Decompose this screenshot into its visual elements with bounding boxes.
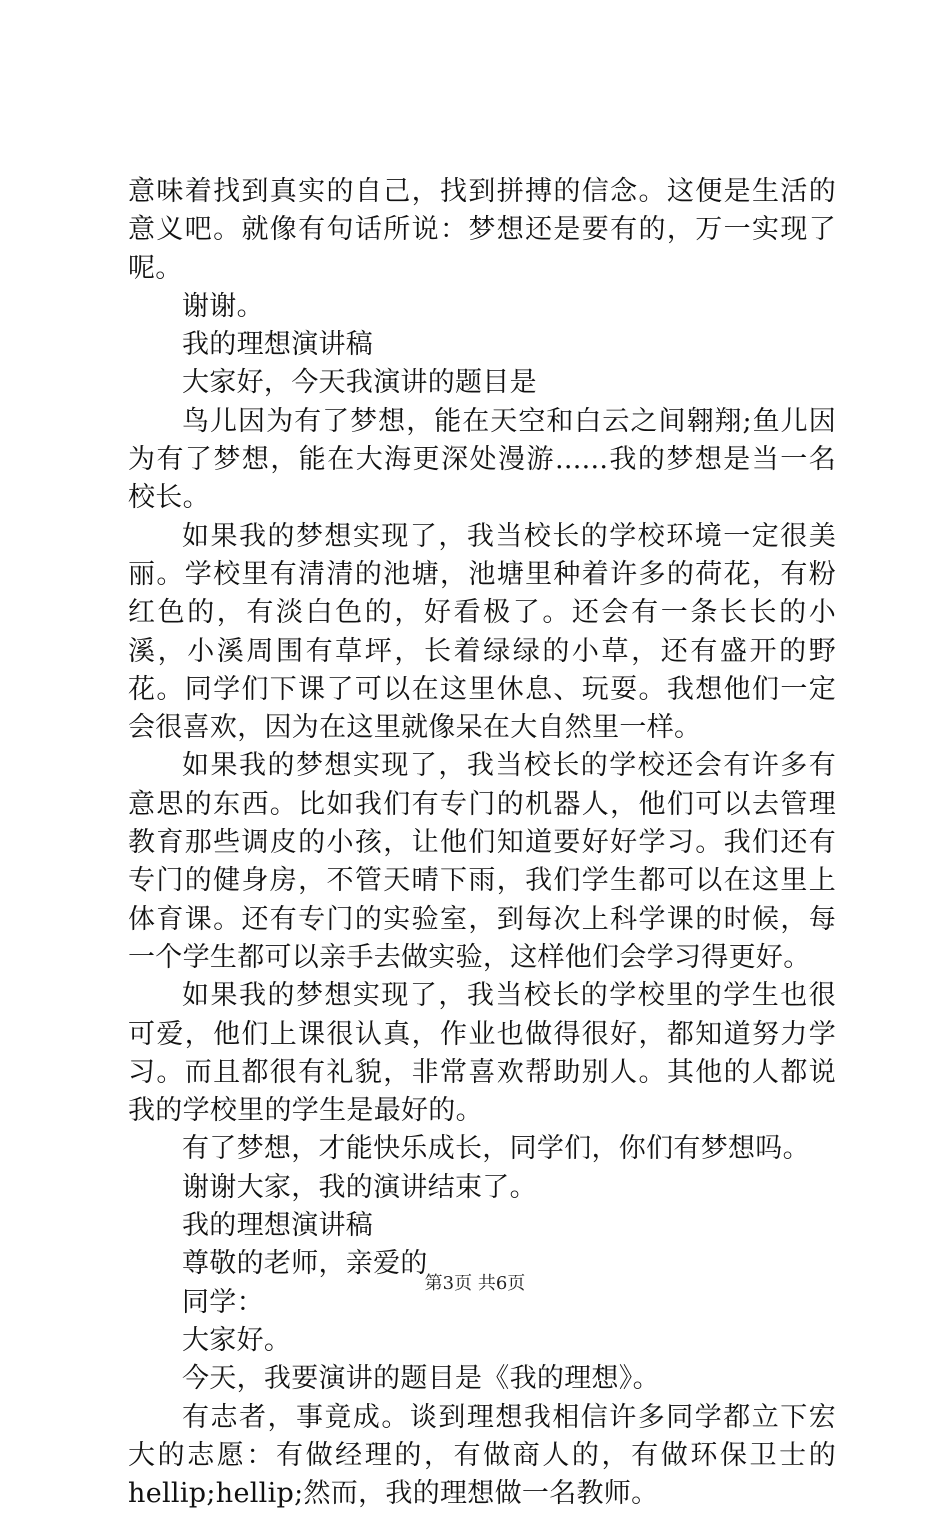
- section-heading-2: 我的理想演讲稿: [128, 1207, 836, 1245]
- paragraph-16: 有志者，事竟成。谈到理想我相信许多同学都立下宏大的志愿：有做经理的，有做商人的，有做环保卫士的hellip;hellip;然而，我的理想做一名教师。: [128, 1399, 836, 1513]
- paragraph-8: 如果我的梦想实现了，我当校长的学校里的学生也很可爱，他们上课很认真，作业也做得很好，都知道努力学习。而且都很有礼貌，非常喜欢帮助别人。其他的人都说我的学校里的学生是最好的。: [128, 977, 836, 1130]
- paragraph-2: 谢谢。: [128, 288, 836, 326]
- page-footer: [0, 1272, 950, 1296]
- paragraph-1: 意味着找到真实的自己，找到拼搏的信念。这便是生活的意义吧。就像有句话所说：梦想还是要有的，万一实现了呢。: [128, 173, 836, 288]
- document-body: [128, 173, 836, 1513]
- paragraph-5: 鸟儿因为有了梦想，能在天空和白云之间翱翔;鱼儿因为有了梦想，能在大海更深处漫游......我的梦想是当一名校长。: [128, 403, 836, 518]
- paragraph-14: 大家好。: [128, 1322, 836, 1360]
- paragraph-12: 尊敬的老师，亲爱的: [128, 1245, 836, 1283]
- paragraph-6: 如果我的梦想实现了，我当校长的学校环境一定很美丽。学校里有清清的池塘，池塘里种着许多的荷花，有粉红色的，有淡白色的，好看极了。还会有一条长长的小溪，小溪周围有草坪，长着绿绿的小草，还有盛开的野花。同学们下课了可以在这里休息、玩耍。我想他们一定会很喜欢，因为在这里就像呆在大自然里一样。: [128, 518, 836, 748]
- paragraph-7: 如果我的梦想实现了，我当校长的学校还会有许多有意思的东西。比如我们有专门的机器人，他们可以去管理教育那些调皮的小孩，让他们知道要好好学习。我们还有专门的健身房，不管天晴下雨，我们学生都可以在这里上体育课。还有专门的实验室，到每次上科学课的时候，每一个学生都可以亲手去做实验，这样他们会学习得更好。: [128, 747, 836, 977]
- paragraph-9: 有了梦想，才能快乐成长，同学们，你们有梦想吗。: [128, 1130, 836, 1168]
- section-heading-1: 我的理想演讲稿: [128, 326, 836, 364]
- paragraph-15: 今天，我要演讲的题目是《我的理想》。: [128, 1360, 836, 1398]
- paragraph-10: 谢谢大家，我的演讲结束了。: [128, 1169, 836, 1207]
- paragraph-13: 同学：: [128, 1284, 836, 1322]
- page-number-label: 第3页 共6页: [425, 1273, 526, 1294]
- paragraph-4: 大家好，今天我演讲的题目是: [128, 364, 836, 402]
